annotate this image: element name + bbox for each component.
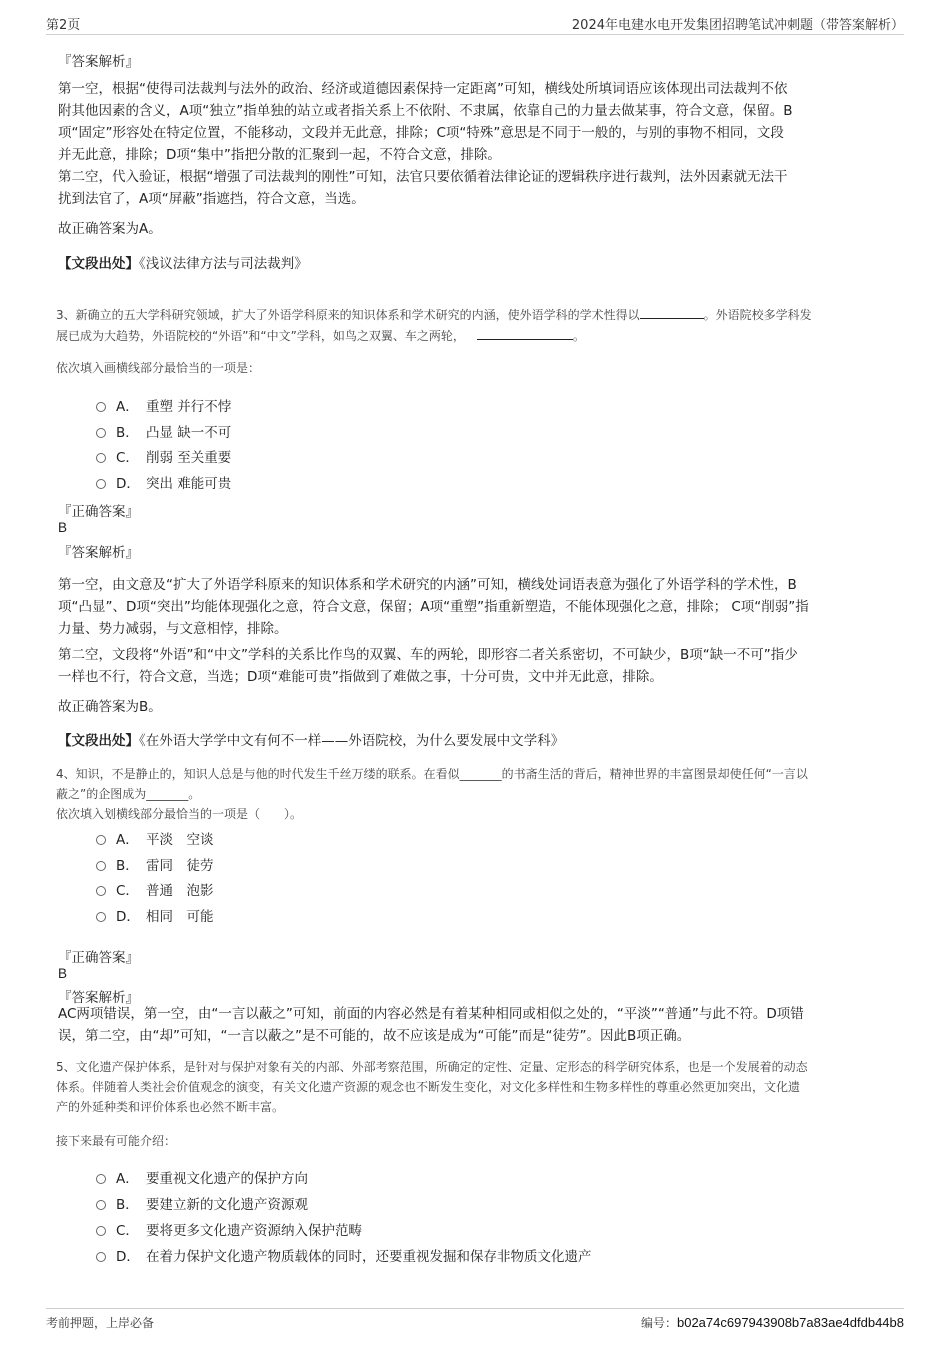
radio-icon[interactable] xyxy=(96,886,106,896)
q3-blank-1 xyxy=(640,304,704,319)
q3-correct-label: 『正确答案』 xyxy=(58,504,139,520)
option-letter: A． xyxy=(116,832,139,848)
q2-para2-line: 扰到法官了，A项“屏蔽”指遮挡，符合文意，当选。 xyxy=(58,191,365,207)
option-text: 削弱 至关重要 xyxy=(146,450,232,466)
radio-icon[interactable] xyxy=(96,402,106,412)
q2-analysis-label: 『答案解析』 xyxy=(58,54,139,70)
q3-stem-text: 3、新确立的五大学科研究领域，扩大了外语学科原来的知识体系和学术研究的内涵，使外语学科的学术性得以 xyxy=(56,308,640,322)
option-letter: C． xyxy=(116,1223,139,1239)
q2-source-label: 【文段出处】 xyxy=(58,256,139,272)
q5-option-b[interactable] xyxy=(96,1193,308,1213)
option-letter: D． xyxy=(116,909,140,925)
q5-stem-line: 5、文化遗产保护体系，是针对与保护对象有关的内部、外部考察范围，所确定的定性、定量、定形态的科学研究体系，也是一个发展着的动态 xyxy=(56,1060,808,1074)
q4-analysis-line: AC两项错误，第一空，由“一言以蔽之”可知，前面的内容必然是有着某种相同或相似之处的，“平淡”“普通”与此不符。D项错 xyxy=(58,1006,804,1022)
radio-icon[interactable] xyxy=(96,861,106,871)
option-text: 重塑 并行不悖 xyxy=(146,399,232,415)
q5-stem-line: 体系。伴随着人类社会价值观念的演变，有关文化遗产资源的观念也不断发生变化，对文化多样性和生物多样性的尊重必然更加突出，文化遗 xyxy=(56,1080,801,1094)
q2-source-text: 《浅议法律方法与司法裁判》 xyxy=(139,256,308,272)
q3-option-a[interactable] xyxy=(96,395,231,415)
option-text: 雷同 徒劳 xyxy=(146,858,214,874)
q2-para1-line: 项“固定”形容处在特定位置，不能移动，文段并无此意，排除；C项“特殊”意思是不同于一般的，与别的事物不相同，文段 xyxy=(58,125,784,141)
q4-stem-line1: 4、知识，不是静止的，知识人总是与他的时代发生千丝万缕的联系。在看似_______的书斋生活的背后，精神世界的丰富图景却使任何“一言以 xyxy=(56,767,808,781)
q4-analysis-line: 误，第二空，由“却”可知，“一言以蔽之”是不可能的，故不应该是成为“可能”而是“徒劳”。因此B项正确。 xyxy=(58,1028,691,1044)
q4-prompt: 依次填入划横线部分最恰当的一项是（ ）。 xyxy=(56,807,303,821)
option-letter: C． xyxy=(116,883,139,899)
q3-stem xyxy=(56,304,904,346)
q2-para1-line: 并无此意，排除；D项“集中”指把分散的汇聚到一起，不符合文意，排除。 xyxy=(58,147,501,163)
q3-analysis-para2 xyxy=(58,644,898,688)
q3-option-c[interactable] xyxy=(96,446,231,466)
q5-option-c[interactable] xyxy=(96,1219,362,1239)
q5-prompt: 接下来最有可能介绍： xyxy=(56,1134,177,1148)
q3-prompt: 依次填入画横线部分最恰当的一项是： xyxy=(56,361,261,375)
option-text: 要建立新的文化遗产资源观 xyxy=(146,1197,308,1213)
q4-option-a[interactable] xyxy=(96,828,214,848)
option-letter: B． xyxy=(116,858,139,874)
radio-icon[interactable] xyxy=(96,1226,106,1236)
radio-icon[interactable] xyxy=(96,428,106,438)
q2-para2-line: 第二空，代入验证，根据“增强了司法裁判的刚性”可知，法官只要依循着法律论证的逻辑秩序进行裁判，法外因素就无法干 xyxy=(58,169,788,185)
option-letter: A． xyxy=(116,1171,139,1187)
radio-icon[interactable] xyxy=(96,1252,106,1262)
q3-stem-line1 xyxy=(56,304,904,325)
page-number: 第2页 xyxy=(46,18,81,33)
document-code xyxy=(641,1314,904,1331)
q3-para2-line: 第二空，文段将“外语”和“中文”学科的关系比作鸟的双翼、车的两轮，即形容二者关系密切，不可缺少，B项“缺一不可”指少 xyxy=(58,647,798,663)
document-title: 2024年电建水电开发集团招聘笔试冲刺题（带答案解析） xyxy=(571,18,904,33)
q3-option-d[interactable] xyxy=(96,472,231,492)
option-letter: A． xyxy=(116,399,139,415)
radio-icon[interactable] xyxy=(96,912,106,922)
q2-source xyxy=(58,253,308,275)
q3-correct-answer: B xyxy=(58,520,68,535)
q4-analysis-label: 『答案解析』 xyxy=(58,990,139,1006)
q3-source xyxy=(58,730,564,752)
q2-para1-line: 附其他因素的含义，A项“独立”指单独的站立或者指关系上不依附、不隶属，依靠自己的力量去做某事，符合文意，保留。B xyxy=(58,103,793,119)
option-text: 要将更多文化遗产资源纳入保护范畴 xyxy=(146,1223,362,1239)
page-footer xyxy=(46,1308,904,1333)
option-text: 普通 泡影 xyxy=(146,883,214,899)
q3-stem-text: 。外语院校多学科发 xyxy=(703,308,812,322)
q4-option-d[interactable] xyxy=(96,905,214,925)
radio-icon[interactable] xyxy=(96,479,106,489)
q4-option-c[interactable] xyxy=(96,879,214,899)
q5-stem-line: 产的外延种类和评价体系也必然不断丰富。 xyxy=(56,1100,285,1114)
q3-blank-2 xyxy=(477,325,573,340)
q2-analysis-para2 xyxy=(58,166,890,210)
q4-correct-label: 『正确答案』 xyxy=(58,950,139,966)
option-text: 凸显 缺一不可 xyxy=(146,425,232,441)
q3-stem-text: 展已成为大趋势，外语院校的“外语”和“中文”学科，如鸟之双翼、车之两轮， xyxy=(56,329,465,343)
q3-stem-line2 xyxy=(56,325,904,346)
option-text: 突出 难能可贵 xyxy=(146,476,232,492)
q4-analysis xyxy=(58,1003,898,1047)
option-letter: D． xyxy=(116,476,140,492)
q3-stem-text: 。 xyxy=(572,329,585,343)
q2-analysis-para1 xyxy=(58,78,890,166)
option-letter: B． xyxy=(116,1197,139,1213)
option-text: 相同 可能 xyxy=(146,909,214,925)
q3-source-label: 【文段出处】 xyxy=(58,733,139,749)
q5-stem xyxy=(56,1057,904,1117)
q3-source-text: 《在外语大学学中文有何不一样——外语院校，为什么要发展中文学科》 xyxy=(139,733,565,749)
q3-para1-line: 第一空，由文意及“扩大了外语学科原来的知识体系和学术研究的内涵”可知，横线处词语表意为强化了外语学科的学术性，B xyxy=(58,577,797,593)
q4-stem xyxy=(56,764,904,804)
q3-conclusion: 故正确答案为B。 xyxy=(58,699,162,715)
document-code-label: 编号： xyxy=(640,1316,677,1330)
q3-analysis-label: 『答案解析』 xyxy=(58,545,139,561)
q4-stem-line2: 蔽之”的企图成为_______。 xyxy=(56,787,201,801)
q5-option-a[interactable] xyxy=(96,1167,308,1187)
q3-analysis-para1 xyxy=(58,574,898,640)
radio-icon[interactable] xyxy=(96,1200,106,1210)
option-text: 要重视文化遗产的保护方向 xyxy=(146,1171,308,1187)
radio-icon[interactable] xyxy=(96,835,106,845)
q3-option-b[interactable] xyxy=(96,421,231,441)
q5-option-d[interactable] xyxy=(96,1245,592,1265)
option-letter: D． xyxy=(116,1249,140,1265)
q3-para2-line: 一样也不行，符合文意，当选；D项“难能可贵”指做到了难做之事，十分可贵，文中并无此意，排除。 xyxy=(58,669,663,685)
option-letter: C． xyxy=(116,450,139,466)
q3-para1-line: 力量、势力减弱，与文意相悖，排除。 xyxy=(58,621,288,637)
q2-para1-line: 第一空，根据“使得司法裁判与法外的政治、经济或道德因素保持一定距离”可知，横线处所填词语应该体现出司法裁判不依 xyxy=(58,81,788,97)
radio-icon[interactable] xyxy=(96,453,106,463)
q4-option-b[interactable] xyxy=(96,854,214,874)
q2-conclusion: 故正确答案为A。 xyxy=(58,221,162,237)
option-letter: B． xyxy=(116,425,139,441)
option-text: 在着力保护文化遗产物质载体的同时，还要重视发掘和保存非物质文化遗产 xyxy=(146,1249,592,1265)
option-text: 平淡 空谈 xyxy=(146,832,214,848)
q4-correct-answer: B xyxy=(58,966,68,981)
footer-slogan: 考前押题，上岸必备 xyxy=(46,1316,155,1330)
q3-para1-line: 项“凸显”、D项“突出”均能体现强化之意，符合文意，保留；A项“重塑”指重新塑造，不能体现强化之意，排除； C项“削弱”指 xyxy=(58,599,809,615)
page-header xyxy=(46,12,904,35)
radio-icon[interactable] xyxy=(96,1174,106,1184)
document-code-value: b02a74c697943908b7a83ae4dfdb44b8 xyxy=(676,1315,904,1330)
